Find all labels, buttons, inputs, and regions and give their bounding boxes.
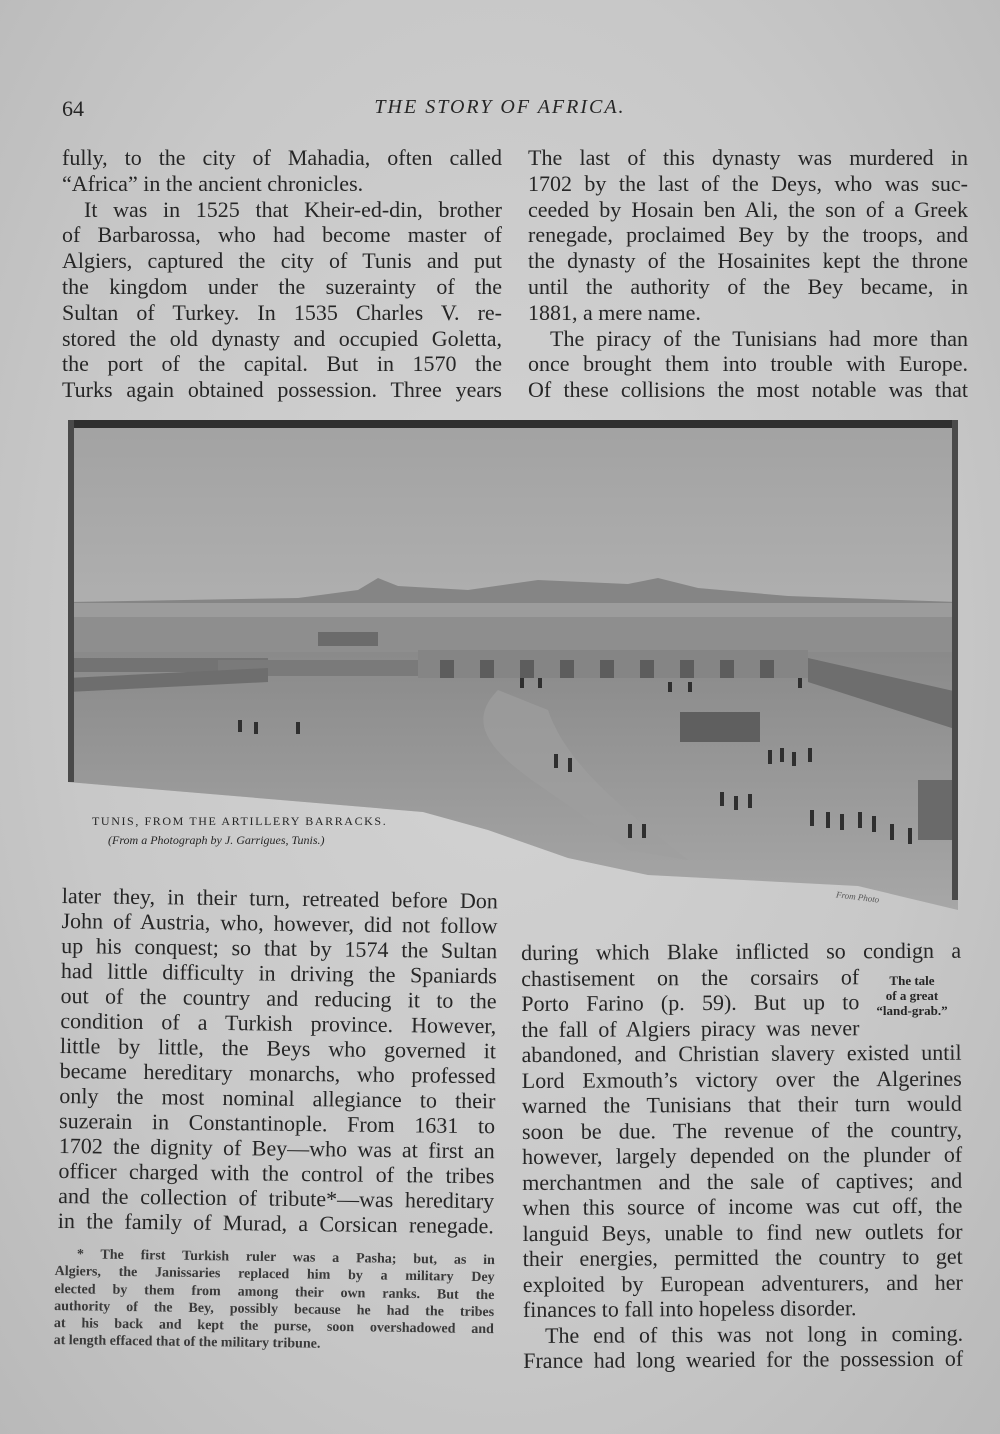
- text-line: up his conquest; so that by 1574 the Sultan: [61, 932, 498, 964]
- engraver-signature: From Photo: [835, 889, 880, 905]
- text-line: chastisement on the corsairs of: [521, 963, 860, 991]
- text-line: when this source of income was cut off, the: [522, 1192, 963, 1220]
- text-line: officer charged with the control of the tribes: [58, 1157, 495, 1189]
- text-line: until the authority of the Bey became, in: [528, 273, 968, 299]
- running-title: THE STORY OF AFRICA.: [374, 96, 626, 118]
- text-line: the dynasty of the Hosainites kept the throne: [528, 248, 968, 274]
- text-line: The last of this dynasty was murdered in: [528, 145, 968, 170]
- text-line: later they, in their turn, retreated before Don: [61, 883, 498, 914]
- text-line: merchantmen and the sale of captives; and: [522, 1167, 963, 1195]
- text-line: however, largely depended on the plunder of: [522, 1141, 963, 1169]
- text-line: soon be due. The revenue of the country,: [521, 1116, 963, 1144]
- text-line: condition of a Turkish province. However,: [60, 1007, 497, 1039]
- marginal-note-line: “land-grab.”: [876, 1003, 948, 1018]
- text-line: during which Blake inflicted so condign a: [521, 937, 962, 965]
- text-line: 1702 the dignity of Bey—who was at first an: [58, 1132, 495, 1164]
- text-line: John of Austria, who, however, did not follow: [61, 907, 498, 939]
- text-line: finances to fall into hopeless disorder.: [522, 1295, 857, 1322]
- text-line: France had long wearied for the possession of: [523, 1345, 964, 1373]
- text-line: 1881, a mere name.: [528, 299, 701, 325]
- text-line: had little difficulty in driving the Spaniards: [60, 957, 498, 989]
- illustration-caption: TUNIS, FROM THE ARTILLERY BARRACKS.: [92, 814, 388, 828]
- text-line: abandoned, and Christian slavery existed until: [521, 1039, 962, 1067]
- text-line: 1702 by the last of the Deys, who was suc-: [528, 170, 968, 196]
- footnote: [54, 1246, 495, 1356]
- text-line: warned the Tunisians that their turn would: [521, 1090, 962, 1118]
- text-line: the kingdom under the suzerainty of the: [62, 273, 502, 299]
- text-line: The piracy of the Tunisians had more than: [550, 325, 968, 351]
- text-line: stored the old dynasty and occupied Goletta,: [62, 325, 502, 351]
- bottom-left-column: [58, 883, 498, 1238]
- illustration-credit: (From a Photograph by J. Garrigues, Tunis.): [108, 833, 325, 847]
- text-line: Algiers, captured the city of Tunis and put: [62, 248, 502, 274]
- top-right-column: [528, 145, 968, 403]
- text-line: the port of the capital. But in 1570 the: [62, 351, 502, 377]
- footnote-line: * The first Turkish ruler was a Pasha; but, as in: [76, 1247, 495, 1269]
- footnote-line: at length effaced that of the military tribune.: [53, 1333, 321, 1353]
- text-line: exploited by European adventurers, and her: [522, 1269, 963, 1297]
- text-line: in the family of Murad, a Corsican renegade.: [57, 1207, 494, 1239]
- marginal-note: [862, 973, 962, 1018]
- text-line: Of these collisions the most notable was that: [528, 377, 968, 403]
- footnote-line: authority of the Bey, possibly because he had the tribes: [54, 1298, 495, 1321]
- text-line: fully, to the city of Mahadia, often called: [62, 145, 502, 170]
- top-left-column: [62, 145, 502, 403]
- text-line: out of the country and reducing it to the: [60, 982, 497, 1014]
- text-line: only the most nominal allegiance to their: [59, 1082, 496, 1114]
- text-line: once brought them into trouble with Europe.: [528, 351, 968, 377]
- text-line: Lord Exmouth’s victory over the Algerines: [521, 1065, 962, 1093]
- text-line: renegade, proclaimed Bey by the troops, and: [528, 222, 968, 248]
- marginal-note-line: The tale: [889, 973, 935, 988]
- footnote-line: elected by them from among their own ranks. But the: [54, 1281, 495, 1303]
- marginal-note-line: of a great: [885, 988, 939, 1003]
- footnote-line: at his back and kept the purse, soon overshadowed and: [53, 1316, 494, 1338]
- text-line: became hereditary monarchs, who professed: [59, 1057, 496, 1089]
- text-line: The end of this was not long in coming.: [545, 1320, 964, 1348]
- footnote-line: Algiers, the Janissaries replaced him by a military Dey: [54, 1264, 495, 1286]
- text-line: the fall of Algiers piracy was never: [521, 1014, 860, 1042]
- text-line: Porto Farino (p. 59). But up to: [521, 989, 860, 1016]
- text-line: little by little, the Beys who governed it: [59, 1032, 497, 1064]
- text-line: and the collection of tribute*—was hereditary: [58, 1182, 495, 1214]
- page-number: 64: [62, 96, 84, 121]
- text-line: Sultan of Turkey. In 1535 Charles V. re-: [62, 299, 502, 325]
- text-line: of Barbarossa, who had become master of: [62, 222, 502, 248]
- text-line: suzerain in Constantinople. From 1631 to: [58, 1107, 496, 1139]
- text-line: Turks again obtained possession. Three years: [62, 377, 502, 403]
- text-line: ceeded by Hosain ben Ali, the son of a Greek: [528, 196, 968, 222]
- text-line: their energies, permitted the country to get: [522, 1243, 963, 1271]
- text-line: It was in 1525 that Kheir-ed-din, brother: [84, 196, 502, 222]
- text-line: languid Beys, unable to find new outlets for: [522, 1218, 963, 1246]
- text-line: “Africa” in the ancient chronicles.: [62, 170, 364, 196]
